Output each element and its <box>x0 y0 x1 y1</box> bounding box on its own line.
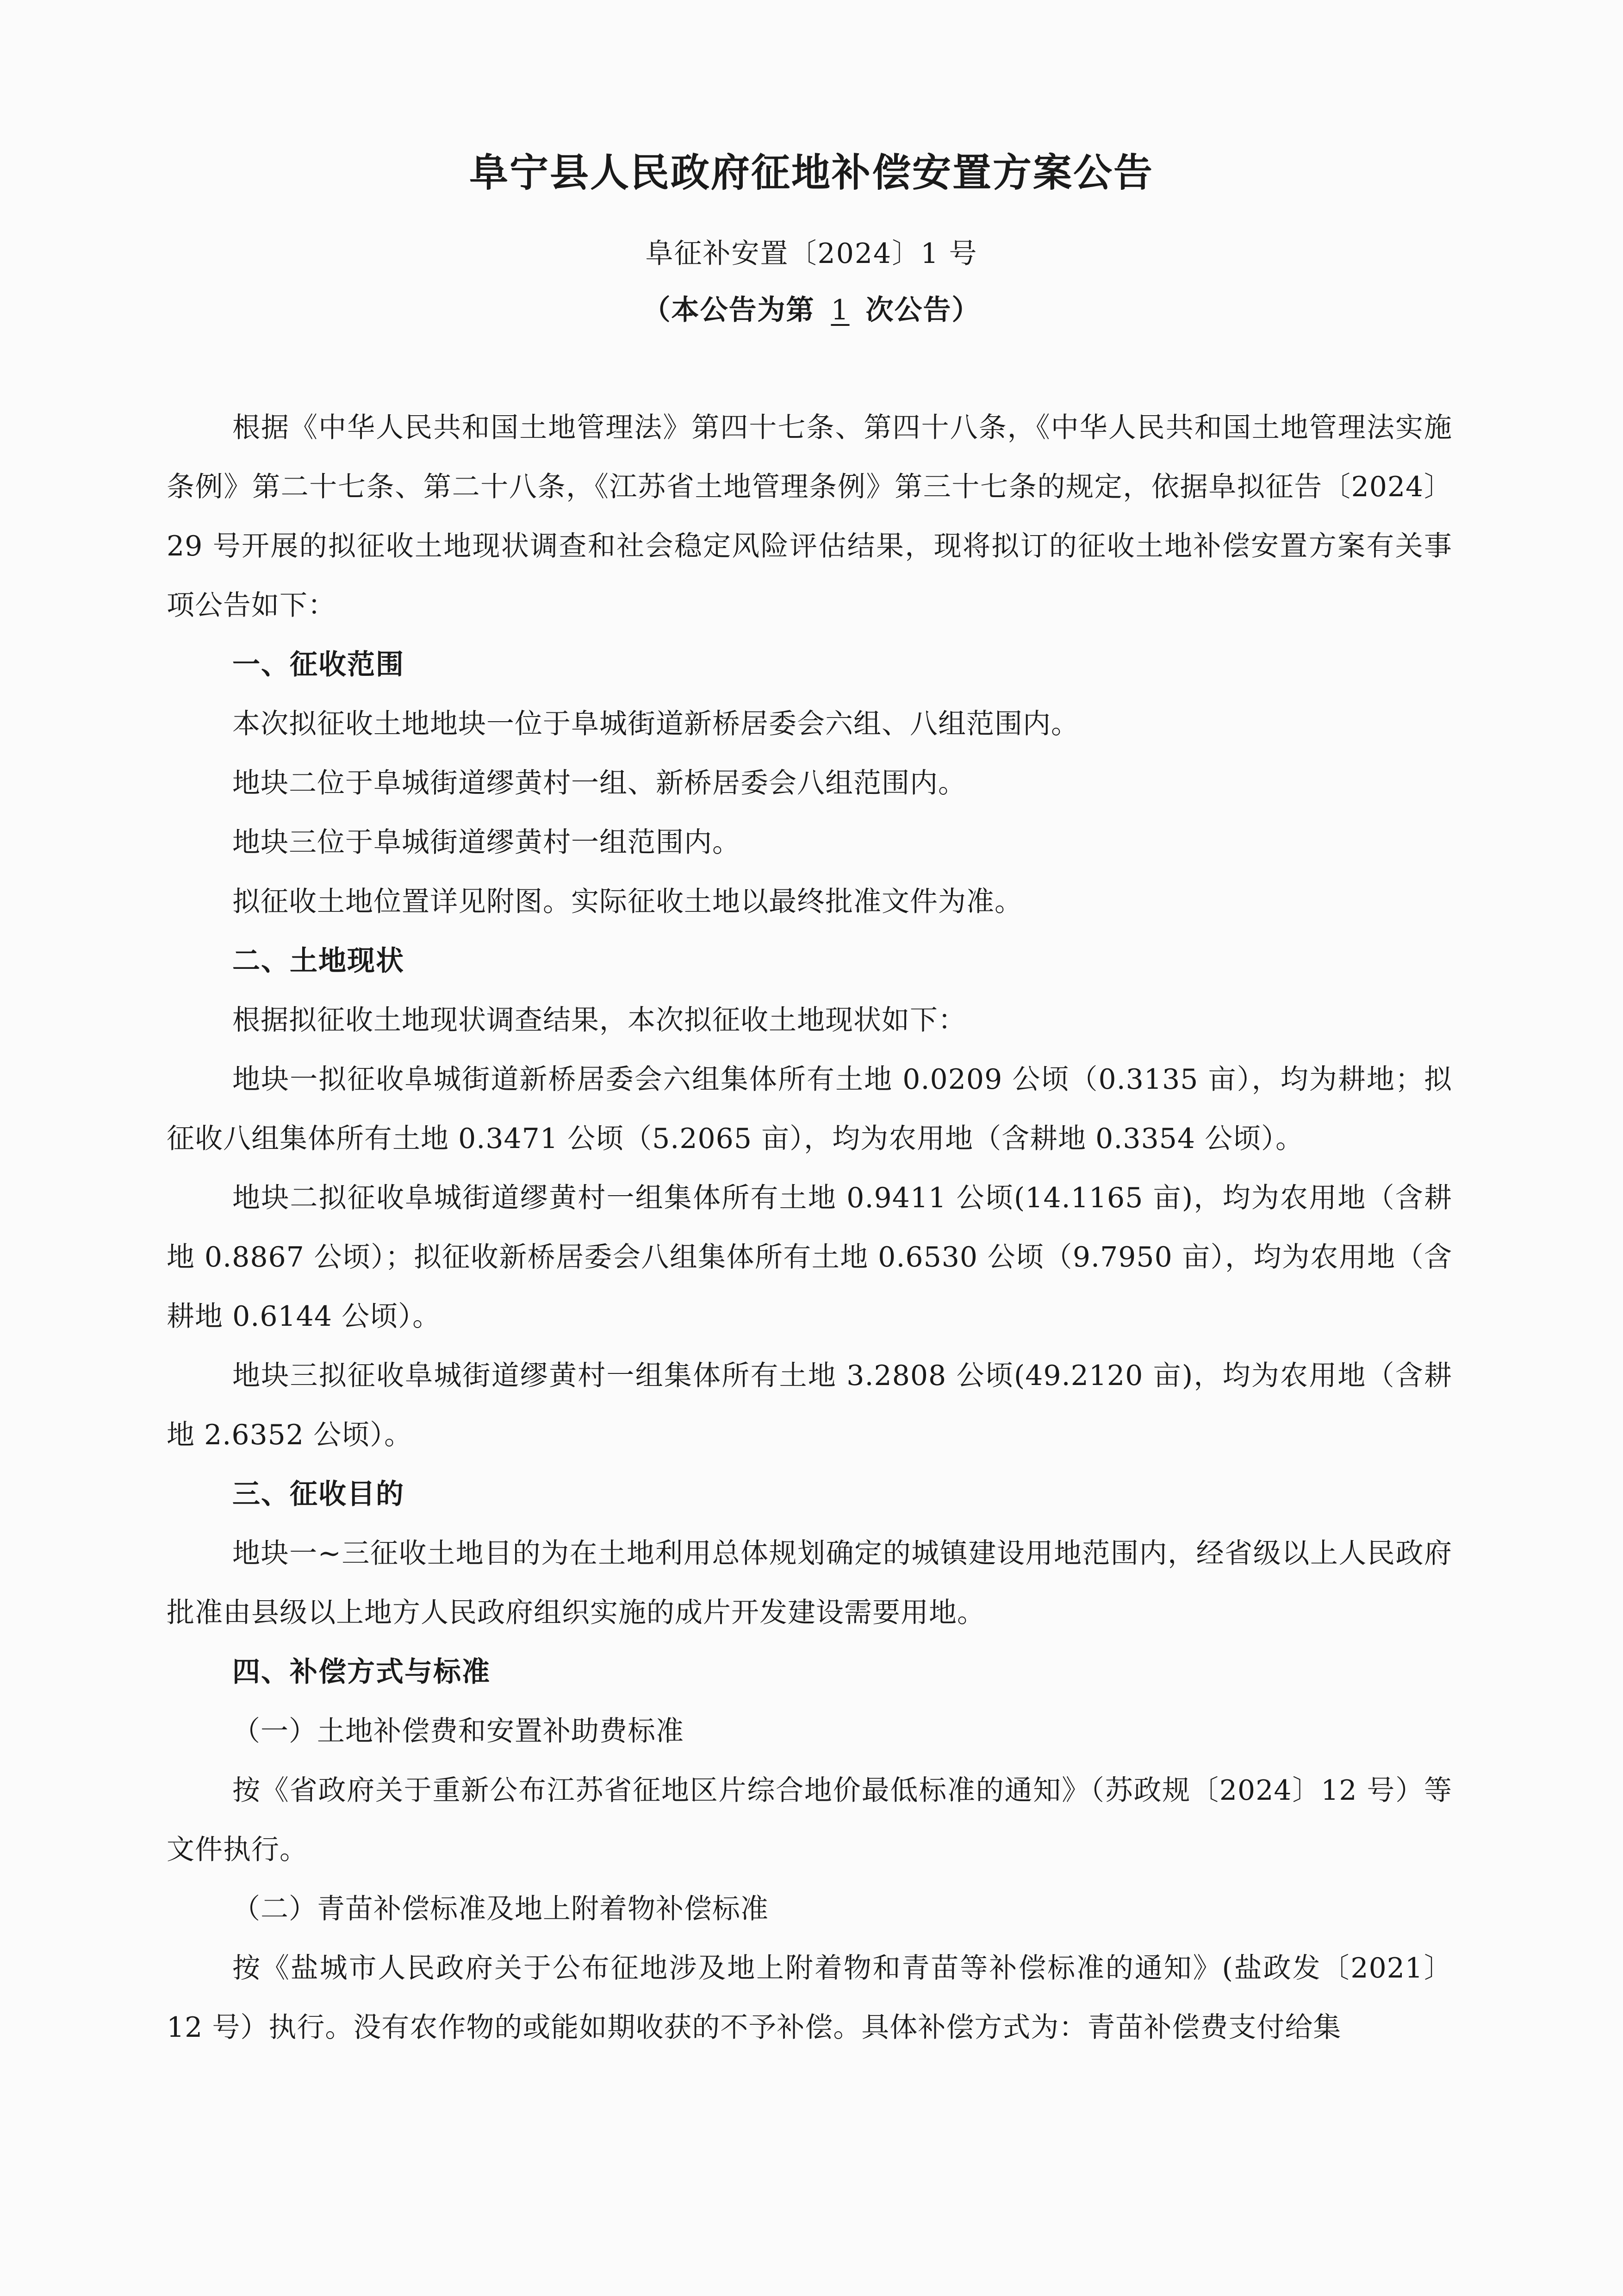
subsection-heading-crops: （二）青苗补偿标准及地上附着物补偿标准 <box>232 1893 769 1925</box>
land-status-paragraph: 地块一拟征收阜城街道新桥居委会六组集体所有土地 0.0209 公顷（0.3135 亩），均为耕地；拟征收八组集体所有土地 0.3471 公顷（5.2065 亩），均为农用地（含耕地 0.3354 公顷）。 <box>167 1063 1452 1155</box>
land-status-paragraph: 地块二拟征收阜城街道缪黄村一组集体所有土地 0.9411 公顷(14.1165 亩)，均为农用地（含耕地 0.8867 公顷）；拟征收新桥居委会八组集体所有土地 0.6530 公顷（9.7950 亩），均为农用地（含耕地 0.6144 公顷）。 <box>167 1182 1452 1333</box>
notice-round-prefix: （本公告为第 <box>642 294 815 326</box>
intro-paragraph: 根据《中华人民共和国土地管理法》第四十七条、第四十八条，《中华人民共和国土地管理法实施条例》第二十七条、第二十八条，《江苏省土地管理条例》第三十七条的规定，依据阜拟征告〔2024〕29 号开展的拟征收土地现状调查和社会稳定风险评估结果，现将拟订的征收土地补偿安置方案有关事项公告如下： <box>167 412 1452 622</box>
land-fee-paragraph: 按《省政府关于重新公布江苏省征地区片综合地价最低标准的通知》（苏政规〔2024〕12 号）等文件执行。 <box>167 1774 1452 1866</box>
notice-round-suffix: 次公告） <box>865 294 981 326</box>
purpose-paragraph: 地块一~三征收土地目的为在土地利用总体规划确定的城镇建设用地范围内，经省级以上人民政府批准由县级以上地方人民政府组织实施的成片开发建设需要用地。 <box>167 1537 1452 1629</box>
section-heading-compensation: 四、补偿方式与标准 <box>232 1656 491 1688</box>
land-status-paragraph: 根据拟征收土地现状调查结果，本次拟征收土地现状如下： <box>232 1004 966 1036</box>
document-body <box>167 398 1452 2057</box>
scope-paragraph: 地块三位于阜城街道缪黄村一组范围内。 <box>232 826 740 859</box>
section-heading-purpose: 三、征收目的 <box>232 1478 404 1510</box>
subsection-heading-land-fee: （一）土地补偿费和安置补助费标准 <box>232 1715 684 1747</box>
document-number: 阜征补安置〔2024〕1 号 <box>645 237 978 270</box>
section-heading-scope: 一、征收范围 <box>232 649 404 681</box>
notice-round-number: 1 <box>831 294 850 326</box>
scope-paragraph: 地块二位于阜城街道缪黄村一组、新桥居委会八组范围内。 <box>232 767 966 799</box>
document-title: 阜宁县人民政府征地补偿安置方案公告 <box>469 150 1154 195</box>
scope-paragraph: 本次拟征收土地地块一位于阜城街道新桥居委会六组、八组范围内。 <box>232 708 1079 740</box>
land-status-paragraph: 地块三拟征收阜城街道缪黄村一组集体所有土地 3.2808 公顷(49.2120 亩)，均为农用地（含耕地 2.6352 公顷）。 <box>167 1360 1452 1451</box>
scope-paragraph: 拟征收土地位置详见附图。实际征收土地以最终批准文件为准。 <box>232 886 1023 918</box>
notice-round <box>0 292 1623 329</box>
crops-paragraph: 按《盐城市人民政府关于公布征地涉及地上附着物和青苗等补偿标准的通知》(盐政发〔2021〕12 号）执行。没有农作物的或能如期收获的不予补偿。具体补偿方式为：青苗补偿费支付给集 <box>167 1952 1452 2044</box>
section-heading-land-status: 二、土地现状 <box>232 945 404 977</box>
